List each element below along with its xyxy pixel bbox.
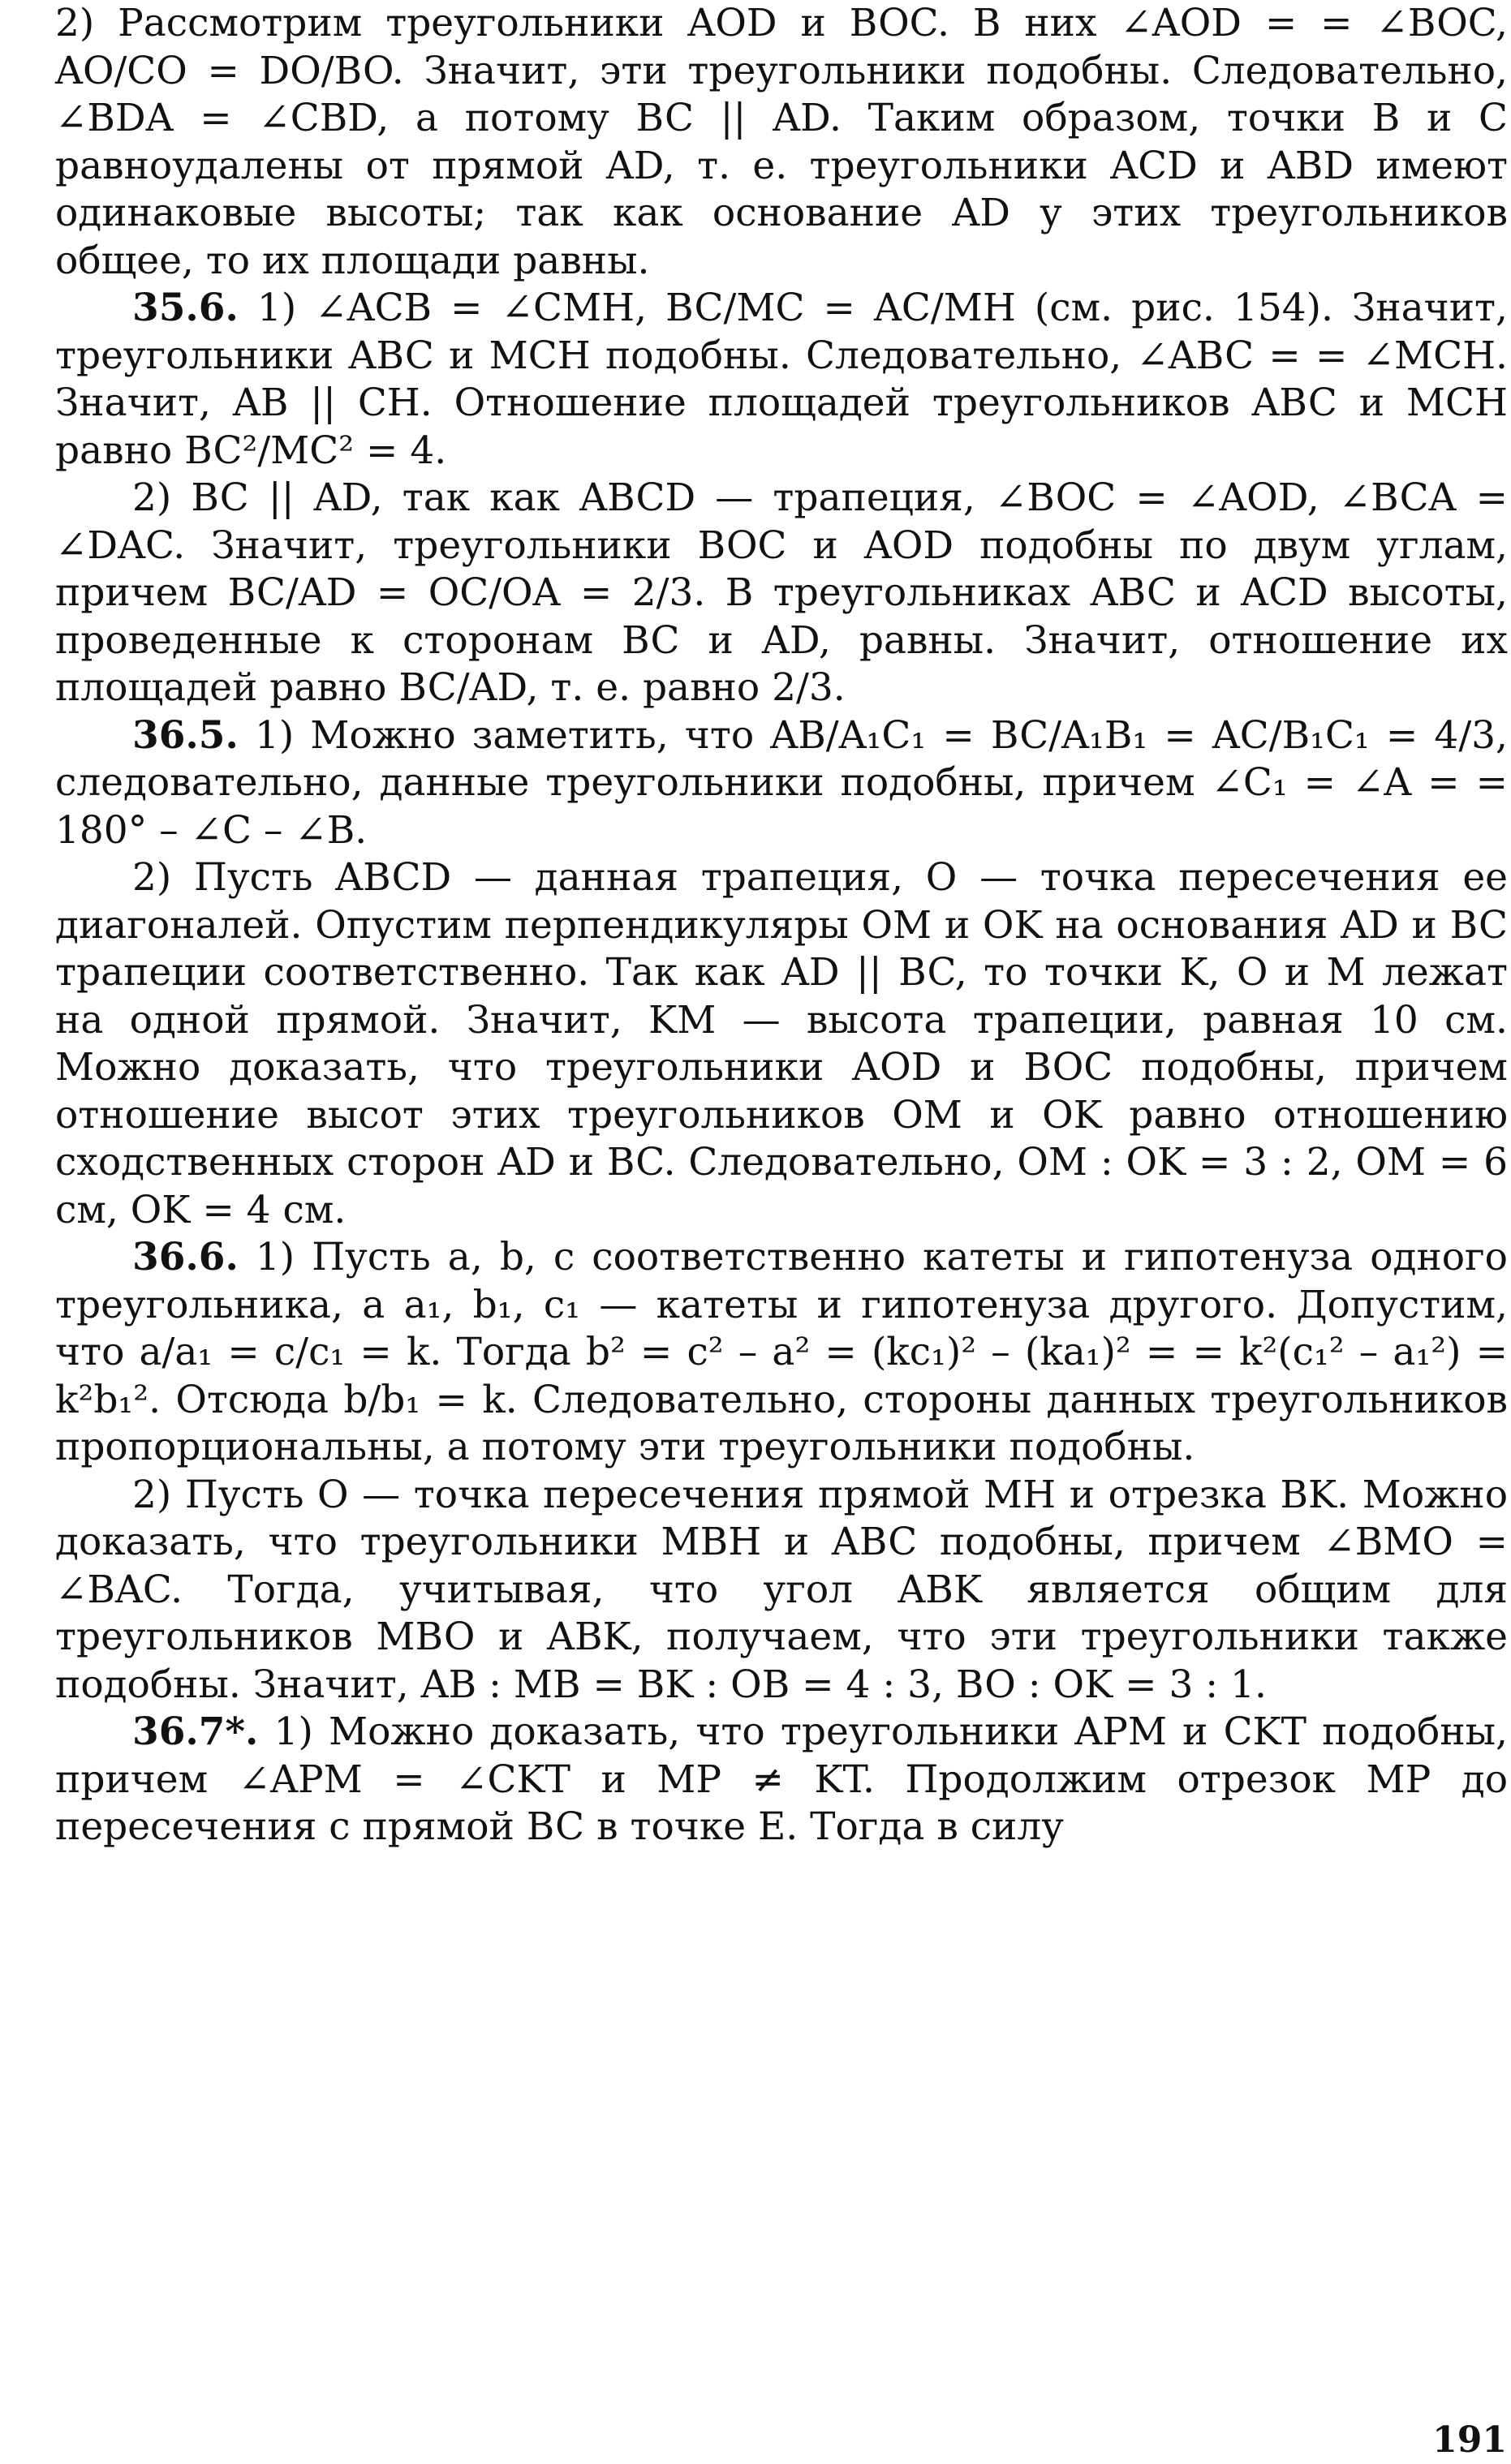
- paragraph-text: 1) Можно заметить, что AB/A₁C₁ = BC/A₁B₁ = AC/B₁C₁ = 4/3, следовательно, данные треугольники подобны, причем ∠C₁ = ∠A = = 180° – ∠C – ∠B.: [55, 712, 1508, 853]
- paragraph: [55, 285, 1508, 475]
- paragraph-text: 1) Можно доказать, что треугольники APM и CKT подобны, причем ∠APM = ∠CKT и MP ≠ KT. Продолжим отрезок MP до пересечения с прямой BC в точке E. Тогда в силу: [55, 1709, 1508, 1849]
- paragraph: [55, 1234, 1508, 1472]
- problem-number: 36.6.: [132, 1235, 239, 1279]
- paragraph-text: 2) Рассмотрим треугольники AOD и BOC. В них ∠AOD = = ∠BOC, AO/CO = DO/BO. Значит, эти треугольники подобны. Следовательно, ∠BDA = ∠CBD, а потому BC || AD. Таким образом, точки B и C равноудалены от прямой AD, т. е. треугольники ACD и ABD имеют одинаковые высоты; так как основание AD у этих треугольников общее, то их площади равны.: [55, 1, 1508, 283]
- paragraph: [55, 475, 1508, 712]
- problem-number: 36.7*.: [132, 1709, 259, 1754]
- paragraph-text: 1) Пусть a, b, c соответственно катеты и гипотенуза одного треугольника, а a₁, b₁, c₁ — катеты и гипотенуза другого. Допустим, что a/a₁ = c/c₁ = k. Тогда b² = c² – a² = (kc₁)² – (ka₁)² = = k²(c₁² – a₁²) = k²b₁². Отсюда b/b₁ = k. Следовательно, стороны данных треугольников пропорциональны, а потому эти треугольники подобны.: [55, 1235, 1508, 1469]
- paragraph-text: 2) BC || AD, так как ABCD — трапеция, ∠BOC = ∠AOD, ∠BCA = ∠DAC. Значит, треугольники BOC и AOD подобны по двум углам, причем BC/AD = OC/OA = 2/3. В треугольниках ABC и ACD высоты, проведенные к сторонам BC и AD, равны. Значит, отношение их площадей равно BC/AD, т. е. равно 2/3.: [55, 475, 1508, 710]
- paragraph: [55, 1709, 1508, 1851]
- paragraph: [55, 854, 1508, 1234]
- paragraph-text: 2) Пусть ABCD — данная трапеция, O — точка пересечения ее диагоналей. Опустим перпендикуляры OM и OK на основания AD и BC трапеции соответственно. Так как AD || BC, то точки K, O и M лежат на одной прямой. Значит, KM — высота трапеции, равная 10 см. Можно доказать, что треугольники AOD и BOC подобны, причем отношение высот этих треугольников OM и OK равно отношению сходственных сторон AD и BC. Следовательно, OM : OK = 3 : 2, OM = 6 см, OK = 4 см.: [55, 855, 1509, 1232]
- paragraph-text: 2) Пусть O — точка пересечения прямой MH и отрезка BK. Можно доказать, что треугольники MBH и ABC подобны, причем ∠BMO = ∠BAC. Тогда, учитывая, что угол ABK является общим для треугольников MBO и ABK, получаем, что эти треугольники также подобны. Значит, AB : MB = BK : OB = 4 : 3, BO : OK = 3 : 1.: [55, 1472, 1508, 1707]
- page-number: 191: [1432, 2419, 1507, 2461]
- problem-number: 35.6.: [132, 286, 239, 330]
- page-text: [55, 0, 1508, 1851]
- problem-number: 36.5.: [132, 712, 239, 758]
- paragraph: [55, 1472, 1508, 1709]
- paragraph: [55, 712, 1508, 855]
- paragraph: [55, 0, 1508, 285]
- paragraph-text: 1) ∠ACB = ∠CMH, BC/MC = AC/MH (см. рис. 154). Значит, треугольники ABC и MCH подобны. Следовательно, ∠ABC = = ∠MCH. Значит, AB || CH. Отношение площадей треугольников ABC и MCH равно BC²/MC² = 4.: [55, 286, 1509, 473]
